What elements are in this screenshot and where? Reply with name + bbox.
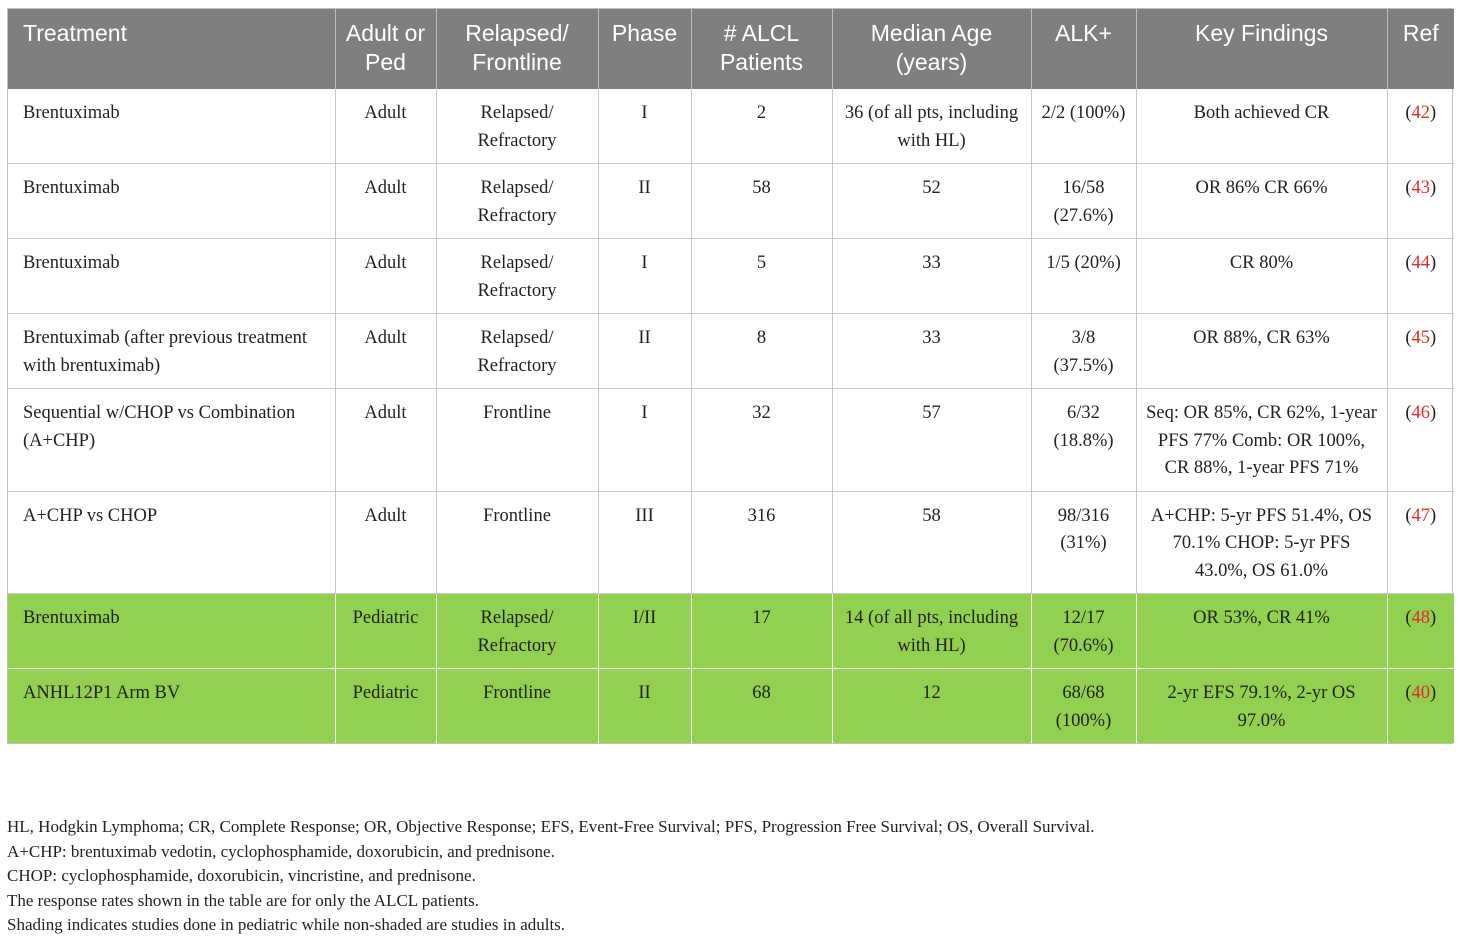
cell-patients: 5: [691, 239, 832, 314]
cell-median-age: 14 (of all pts, including with HL): [832, 594, 1031, 669]
cell-phase: I: [598, 239, 691, 314]
cell-treatment: Brentuximab: [8, 89, 335, 164]
ref-link[interactable]: 42: [1411, 103, 1430, 123]
table-row: [8, 89, 1454, 164]
cell-patients: 58: [691, 164, 832, 239]
table-container: [7, 8, 1453, 744]
cell-phase: II: [598, 669, 691, 744]
cell-phase: II: [598, 314, 691, 389]
brentuximab-studies-table: [8, 9, 1454, 743]
cell-alk: 2/2 (100%): [1031, 89, 1136, 164]
ref-link[interactable]: 46: [1411, 403, 1430, 423]
ref-link[interactable]: 47: [1411, 505, 1430, 526]
cell-median-age: 12: [832, 669, 1031, 744]
table-header: [8, 9, 1454, 89]
table-row-pediatric: [8, 669, 1454, 744]
cell-alk: 16/58 (27.6%): [1031, 164, 1136, 239]
table-row: [8, 389, 1454, 492]
cell-alk: 12/17 (70.6%): [1031, 594, 1136, 669]
cell-patients: 17: [691, 594, 832, 669]
cell-treatment: ANHL12P1 Arm BV: [8, 669, 335, 744]
cell-findings: A+CHP: 5-yr PFS 51.4%, OS 70.1% CHOP: 5-yr PFS 43.0%, OS 61.0%: [1136, 491, 1387, 594]
cell-ref: (40): [1387, 669, 1454, 744]
cell-alk: 6/32 (18.8%): [1031, 389, 1136, 492]
cell-findings: Seq: OR 85%, CR 62%, 1-year PFS 77% Comb: OR 100%, CR 88%, 1-year PFS 71%: [1136, 389, 1387, 492]
cell-ref: (48): [1387, 594, 1454, 669]
footnote-shading: Shading indicates studies done in pediatric while non-shaded are studies in adults.: [7, 915, 566, 934]
table-row: [8, 314, 1454, 389]
cell-population: Adult: [335, 491, 436, 594]
footnote-chop: CHOP: cyclophosphamide, doxorubicin, vincristine, and prednisone.: [7, 866, 476, 885]
header-adult-or-ped: Adult or Ped: [335, 9, 436, 89]
cell-ref: (44): [1387, 239, 1454, 314]
table-row: [8, 239, 1454, 314]
cell-findings: Both achieved CR: [1136, 89, 1387, 164]
cell-patients: 8: [691, 314, 832, 389]
header-row: [8, 9, 1454, 89]
cell-setting: Relapsed/ Refractory: [436, 89, 598, 164]
footnote-abbreviations: HL, Hodgkin Lymphoma; CR, Complete Response; OR, Objective Response; EFS, Event-Free Survival; PFS, Progression Free Survival; OS, Overall Survival.: [7, 817, 1095, 836]
cell-median-age: 52: [832, 164, 1031, 239]
cell-median-age: 33: [832, 314, 1031, 389]
cell-population: Pediatric: [335, 669, 436, 744]
cell-treatment: Sequential w/CHOP vs Combination (A+CHP): [8, 389, 335, 492]
cell-setting: Frontline: [436, 491, 598, 594]
cell-median-age: 36 (of all pts, including with HL): [832, 89, 1031, 164]
cell-ref: (47): [1387, 491, 1454, 594]
cell-ref: (45): [1387, 314, 1454, 389]
cell-phase: II: [598, 164, 691, 239]
table-row: [8, 491, 1454, 594]
table-row-pediatric: [8, 594, 1454, 669]
cell-treatment: Brentuximab: [8, 164, 335, 239]
ref-link[interactable]: 43: [1411, 178, 1430, 198]
cell-median-age: 33: [832, 239, 1031, 314]
header-phase: Phase: [598, 9, 691, 89]
cell-patients: 68: [691, 669, 832, 744]
cell-findings: OR 53%, CR 41%: [1136, 594, 1387, 669]
table-body: [8, 89, 1454, 743]
cell-setting: Frontline: [436, 669, 598, 744]
header-ref: Ref: [1387, 9, 1454, 89]
ref-link[interactable]: 44: [1411, 253, 1430, 273]
cell-setting: Relapsed/ Refractory: [436, 314, 598, 389]
cell-alk: 98/316 (31%): [1031, 491, 1136, 594]
cell-phase: I: [598, 389, 691, 492]
cell-setting: Relapsed/ Refractory: [436, 594, 598, 669]
table-footnotes: [7, 815, 1453, 938]
cell-patients: 316: [691, 491, 832, 594]
cell-alk: 1/5 (20%): [1031, 239, 1136, 314]
cell-population: Adult: [335, 164, 436, 239]
ref-link[interactable]: 45: [1411, 328, 1430, 348]
header-alk: ALK+: [1031, 9, 1136, 89]
cell-findings: CR 80%: [1136, 239, 1387, 314]
cell-findings: 2-yr EFS 79.1%, 2-yr OS 97.0%: [1136, 669, 1387, 744]
cell-patients: 2: [691, 89, 832, 164]
cell-treatment: Brentuximab (after previous treatment with brentuximab): [8, 314, 335, 389]
cell-population: Adult: [335, 389, 436, 492]
cell-setting: Relapsed/ Refractory: [436, 239, 598, 314]
cell-population: Adult: [335, 314, 436, 389]
cell-ref: (43): [1387, 164, 1454, 239]
cell-median-age: 58: [832, 491, 1031, 594]
cell-population: Pediatric: [335, 594, 436, 669]
cell-ref: (46): [1387, 389, 1454, 492]
cell-ref: (42): [1387, 89, 1454, 164]
header-alcl-patients: # ALCL Patients: [691, 9, 832, 89]
cell-setting: Relapsed/ Refractory: [436, 164, 598, 239]
cell-median-age: 57: [832, 389, 1031, 492]
cell-phase: I/II: [598, 594, 691, 669]
header-relapsed-frontline: Relapsed/ Frontline: [436, 9, 598, 89]
cell-phase: III: [598, 491, 691, 594]
cell-population: Adult: [335, 89, 436, 164]
cell-alk: 68/68 (100%): [1031, 669, 1136, 744]
ref-link[interactable]: 48: [1411, 608, 1430, 628]
cell-alk: 3/8 (37.5%): [1031, 314, 1136, 389]
header-median-age: Median Age (years): [832, 9, 1031, 89]
ref-link[interactable]: 40: [1411, 683, 1430, 703]
cell-treatment: Brentuximab: [8, 594, 335, 669]
header-treatment: Treatment: [8, 9, 335, 89]
header-key-findings: Key Findings: [1136, 9, 1387, 89]
cell-treatment: A+CHP vs CHOP: [8, 491, 335, 594]
table-row: [8, 164, 1454, 239]
cell-setting: Frontline: [436, 389, 598, 492]
cell-findings: OR 86% CR 66%: [1136, 164, 1387, 239]
cell-findings: OR 88%, CR 63%: [1136, 314, 1387, 389]
cell-population: Adult: [335, 239, 436, 314]
footnote-a-chp: A+CHP: brentuximab vedotin, cyclophosphamide, doxorubicin, and prednisone.: [7, 841, 555, 861]
table-frame: [7, 8, 1453, 744]
cell-phase: I: [598, 89, 691, 164]
cell-treatment: Brentuximab: [8, 239, 335, 314]
cell-patients: 32: [691, 389, 832, 492]
footnote-response-rates: The response rates shown in the table are for only the ALCL patients.: [7, 890, 479, 910]
